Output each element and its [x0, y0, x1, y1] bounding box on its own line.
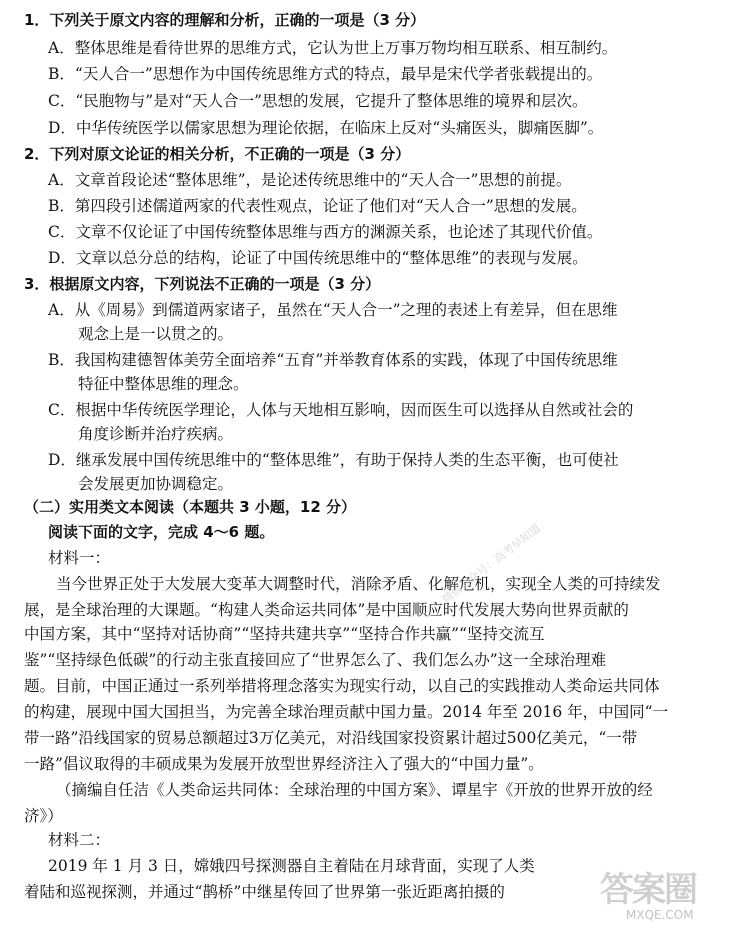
logo-url: MXQE.COM	[626, 908, 694, 922]
section-heading: 阅读下面的文字，完成 4～6 题。	[48, 523, 275, 541]
passage-line: 一路”倡议取得的丰硕成果为发展开放型世界经济注入了强大的“中国力量”。	[24, 755, 544, 773]
answer-option-line: 角度诊断并治疗疾病。	[78, 425, 234, 443]
answer-option-line: A．从《周易》到儒道两家诸子，虽然在“天人合一”之理的表述上有差异，但在思维	[48, 301, 618, 319]
passage-line: 展，是全球治理的大课题。“构建人类命运共同体”是中国顺应时代发展大势向世界贡献的	[24, 601, 629, 619]
passage-line: （摘编自任洁《人类命运共同体：全球治理的中国方案》、谭星宇《开放的世界开放的经	[56, 781, 653, 799]
answer-option-line: C．文章不仅论证了中国传统整体思维与西方的渊源关系，也论述了其现代价值。	[48, 223, 603, 241]
answer-option-line: B．“天人合一”思想作为中国传统思维方式的特点，最早是宋代学者张载提出的。	[48, 65, 603, 83]
passage-line: 着陆和巡视探测，并通过“鹊桥”中继星传回了世界第一张近距离拍摄的	[24, 883, 505, 901]
passage-line: 济》）	[24, 807, 63, 825]
answer-option-line: C．“民胞物与”是对“天人合一”思想的发展，它提升了整体思维的境界和层次。	[48, 92, 588, 110]
passage-line: 的构建，展现中国大国担当，为完善全球治理贡献中国力量。2014 年至 2016 年，中国同“一	[24, 703, 669, 721]
answer-option-line: D．文章以总分总的结构，论证了中国传统思维中的“整体思维”的表现与发展。	[48, 249, 588, 267]
question-stem: 2．下列对原文论证的相关分析，不正确的一项是（3 分）	[24, 145, 411, 163]
answer-option-line: A．整体思维是看待世界的思维方式，它认为世上万事万物均相互联系、相互制约。	[48, 39, 618, 57]
answer-option-line: D．中华传统医学以儒家思想为理论依据，在临床上反对“头痛医头，脚痛医脚”。	[48, 119, 604, 137]
passage-line: 材料一：	[48, 549, 111, 567]
answer-option-line: 观念上是一以贯之的。	[78, 325, 234, 343]
answer-option-line: 特征中整体思维的理念。	[78, 375, 249, 393]
passage-line: 鉴”“坚持绿色低碳”的行动主张直接回应了“世界怎么了、我们怎么办”这一全球治理难	[24, 651, 607, 669]
answer-option-line: C．根据中华传统医学理论，人体与天地相互影响，因而医生可以选择从自然或社会的	[48, 401, 634, 419]
watermark: 微信公众号：高考早知道	[439, 521, 543, 607]
answer-option-line: B．第四段引述儒道两家的代表性观点，论证了他们对“天人合一”思想的发展。	[48, 197, 587, 215]
answer-option-line: B．我国构建德智体美劳全面培养“五育”并举教育体系的实践，体现了中国传统思维	[48, 351, 618, 369]
answer-option-line: A．文章首段论述“整体思维”，是论述传统思维中的“天人合一”思想的前提。	[48, 171, 572, 189]
question-stem: 1．下列关于原文内容的理解和分析，正确的一项是（3 分）	[24, 11, 426, 29]
passage-line: 带一路”沿线国家的贸易总额超过3万亿美元，对沿线国家投资累计超过500亿美元，“一带	[24, 729, 638, 747]
section-heading: （二）实用类文本阅读（本题共 3 小题，12 分）	[24, 498, 356, 516]
passage-line: 2019 年 1 月 3 日，嫦娥四号探测器自主着陆在月球背面，实现了人类	[48, 857, 535, 875]
passage-line: 当今世界正处于大发展大变革大调整时代，消除矛盾、化解危机，实现全人类的可持续发	[56, 575, 661, 593]
passage-line: 题。目前，中国正通过一系列举措将理念落实为现实行动，以自己的实践推动人类命运共同体	[24, 677, 660, 695]
answer-option-line: 会发展更加协调稳定。	[78, 475, 234, 493]
question-stem: 3．根据原文内容，下列说法不正确的一项是（3 分）	[24, 275, 381, 293]
passage-line: 材料二：	[48, 831, 111, 849]
answer-option-line: D．继承发展中国传统思维中的“整体思维”，有助于保持人类的生态平衡，也可使社	[48, 451, 619, 469]
site-logo	[600, 862, 735, 936]
logo-mark: 答案圈	[600, 870, 696, 910]
passage-line: 中国方案，其中“坚持对话协商”“坚持共建共享”“坚持合作共赢”“坚持交流互	[24, 625, 545, 643]
